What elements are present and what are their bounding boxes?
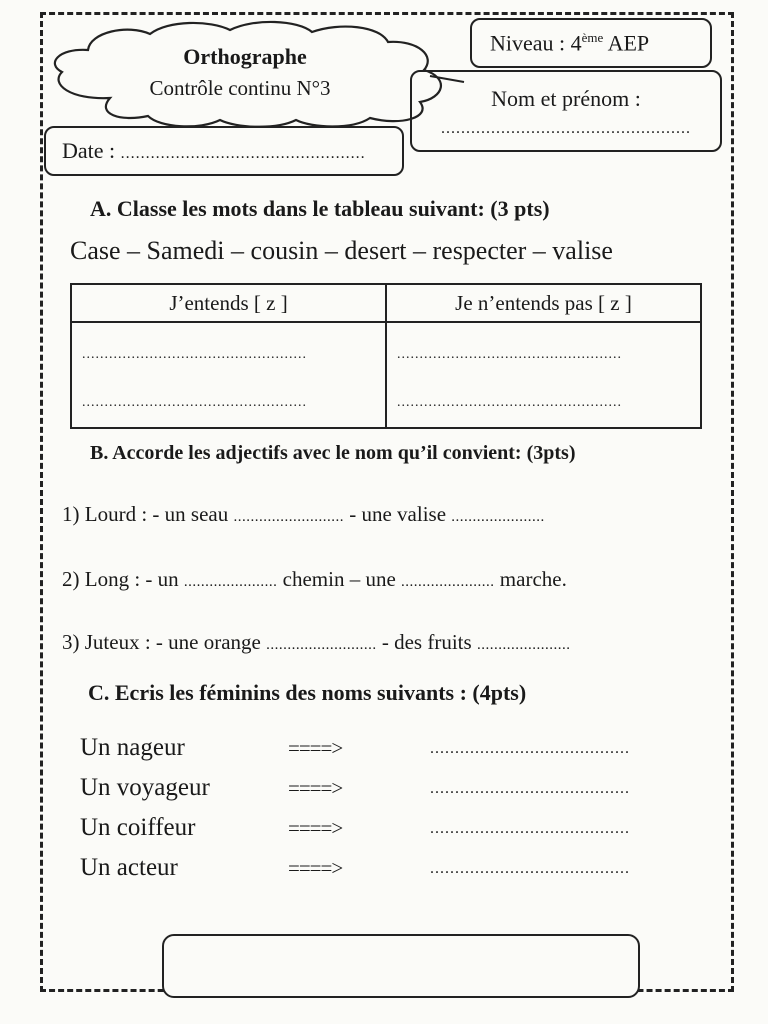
line-text: 2) Long : - un bbox=[62, 567, 184, 591]
arrow-icon: ====> bbox=[288, 776, 343, 800]
noun-label: Un nageur bbox=[80, 734, 185, 761]
word-list: Case – Samedi – cousin – desert – respecter – valise bbox=[70, 236, 613, 265]
name-box[interactable] bbox=[410, 70, 722, 152]
answer-line[interactable]: .................................................. bbox=[82, 347, 307, 362]
answer-line[interactable]: .................................................. bbox=[397, 347, 622, 362]
adjective-line-1 bbox=[62, 502, 545, 527]
arrow-icon: ====> bbox=[288, 816, 343, 840]
section-a-heading: A. Classe les mots dans le tableau suivant: (3 pts) bbox=[90, 196, 550, 221]
noun-label: Un acteur bbox=[80, 854, 178, 881]
blank-field[interactable]: ...................... bbox=[451, 509, 545, 525]
line-text: 3) Juteux : - une orange bbox=[62, 630, 267, 654]
feminine-row bbox=[80, 734, 630, 762]
noun-label: Un coiffeur bbox=[80, 814, 196, 841]
level-prefix: Niveau : 4 bbox=[490, 30, 582, 56]
line-text: - une valise bbox=[343, 502, 452, 526]
answer-line[interactable]: .................................................. bbox=[82, 395, 307, 410]
level-sup: ème bbox=[581, 30, 604, 45]
date-field[interactable]: ................................................. bbox=[120, 145, 366, 162]
column-header-z: J’entends [ z ] bbox=[71, 284, 386, 322]
level-suffix: AEP bbox=[603, 30, 650, 56]
answer-field[interactable]: ........................................ bbox=[430, 820, 630, 837]
blank-field[interactable]: ...................... bbox=[476, 637, 571, 653]
column-header-not-z: Je n’entends pas [ z ] bbox=[386, 284, 701, 322]
line-text: marche. bbox=[494, 567, 567, 591]
score-box[interactable] bbox=[162, 934, 640, 998]
page-subtitle: Contrôle continu N°3 bbox=[149, 76, 331, 100]
feminine-row bbox=[80, 774, 630, 802]
answer-cell-not-z[interactable] bbox=[386, 322, 701, 428]
answer-field[interactable]: ........................................ bbox=[430, 780, 630, 797]
line-text: - des fruits bbox=[376, 630, 477, 654]
date-label: Date : bbox=[62, 138, 116, 163]
answer-field[interactable]: ........................................ bbox=[430, 860, 630, 877]
blank-field[interactable]: .......................... bbox=[233, 509, 344, 525]
feminine-row bbox=[80, 814, 630, 842]
level-box bbox=[470, 18, 712, 68]
classification-table bbox=[70, 283, 702, 429]
answer-line[interactable]: .................................................. bbox=[397, 395, 622, 410]
feminine-row bbox=[80, 854, 630, 882]
answer-field[interactable]: ........................................ bbox=[430, 740, 630, 757]
answer-cell-z[interactable] bbox=[71, 322, 386, 428]
line-text: chemin – une bbox=[277, 567, 402, 591]
adjective-line-2 bbox=[62, 567, 567, 592]
page-title: Orthographe bbox=[183, 44, 307, 69]
title-cloud-shape bbox=[40, 18, 470, 128]
arrow-icon: ====> bbox=[288, 856, 343, 880]
blank-field[interactable]: ...................... bbox=[401, 574, 495, 590]
adjective-line-3 bbox=[62, 630, 570, 655]
date-box[interactable] bbox=[44, 126, 404, 176]
name-field[interactable]: .................................................. bbox=[441, 120, 691, 137]
section-c-heading: C. Ecris les féminins des noms suivants : (4pts) bbox=[88, 680, 527, 705]
blank-field[interactable]: .......................... bbox=[266, 637, 377, 653]
name-label: Nom et prénom : bbox=[491, 86, 641, 111]
blank-field[interactable]: ...................... bbox=[183, 574, 278, 590]
line-text: 1) Lourd : - un seau bbox=[62, 502, 234, 526]
noun-label: Un voyageur bbox=[80, 774, 210, 801]
section-b-heading: B. Accorde les adjectifs avec le nom qu’il convient: (3pts) bbox=[90, 442, 576, 464]
arrow-icon: ====> bbox=[288, 736, 343, 760]
